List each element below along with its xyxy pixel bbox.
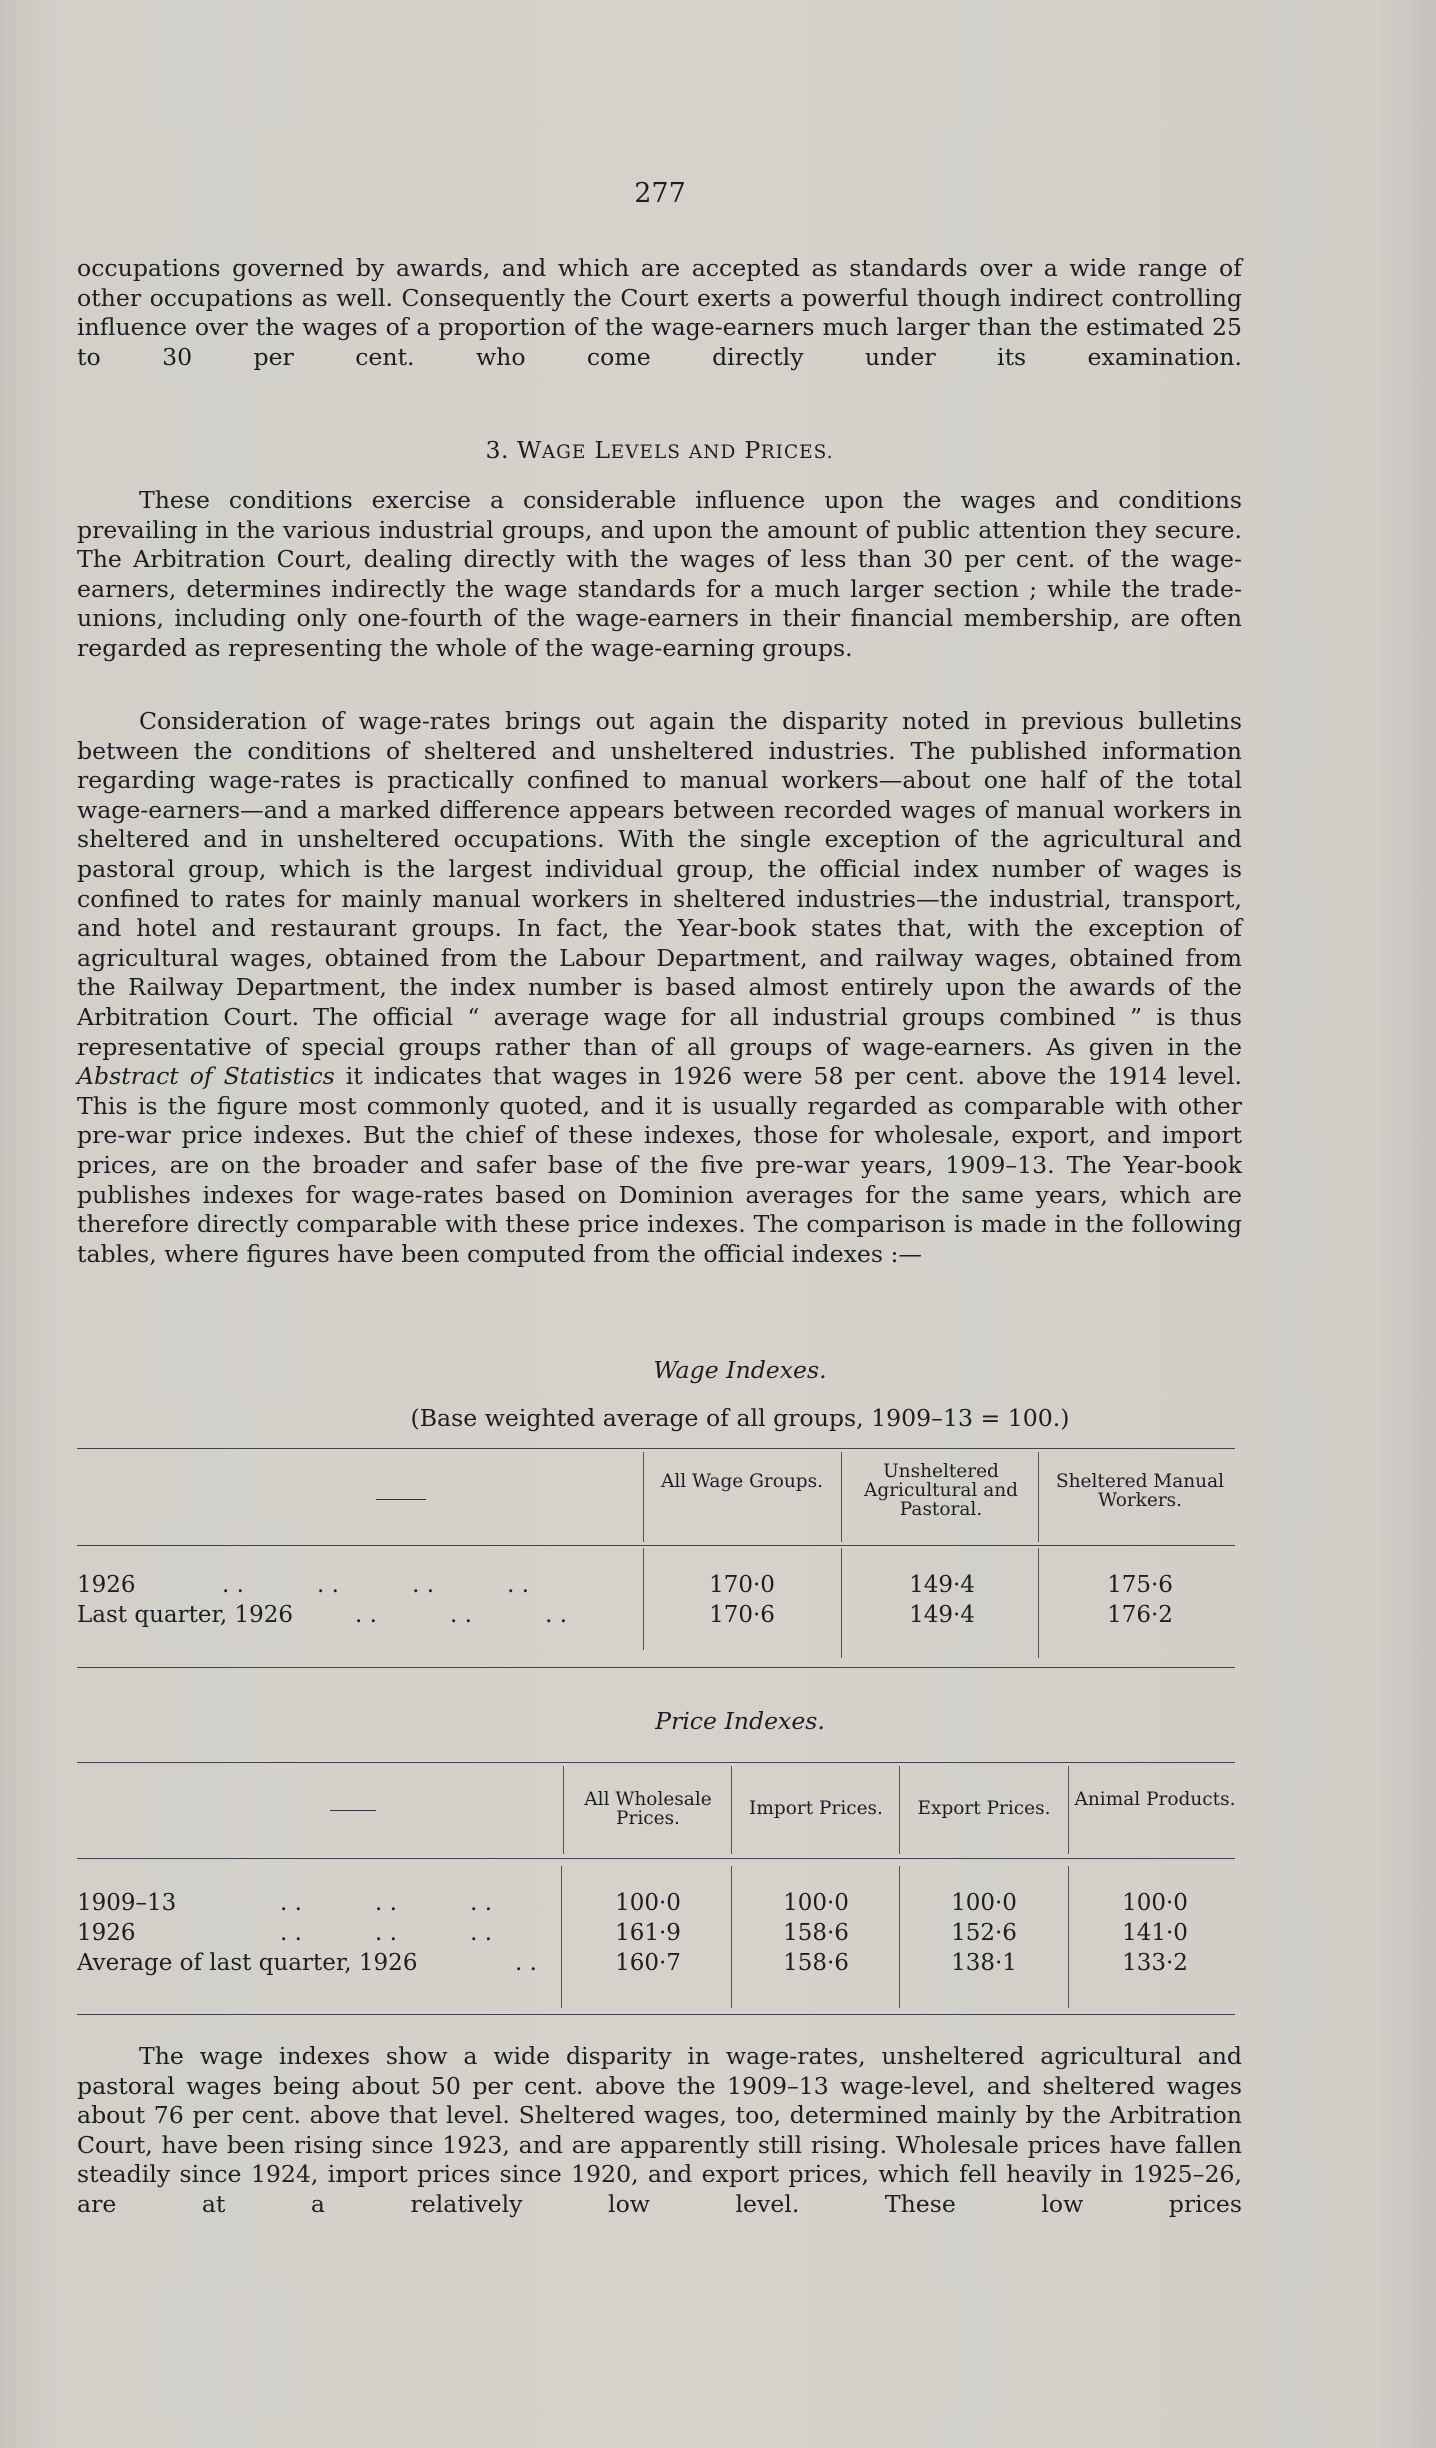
paragraph-wage-rates: Consideration of wage-rates brings out again the disparity noted in previous bulletins between the conditions of sheltered and unsheltered industries. The published information regarding wage-rates is practically confined to manual workers—about one half of the total wage-earners—and a marked difference appears between recorded wages of manual workers in sheltered and in unsheltered occupations. With the single exception of the agricultural and pastoral group, which is the largest individual group, the official index number of wages is confined to rates for mainly manual workers in sheltered industries—the industrial, transport, and hotel and restaurant groups. In fact, the Year-book states that, with the exception of agricultural wages, obtained from the Labour Department, and railway wages, obtained from the Railway Department, the index number is based almost entirely upon the awards of the Arbitration Court. The official “ average wage for all industrial groups combined ” is thus representative of special groups rather than of all groups of wage-earners. As given in the Abstract of Statistics it indicates that wages in 1926 were 58 per cent. above the 1914 level. This is the figure most commonly quoted, and it is usually regarded as comparable with other pre-war price indexes. But the chief of these indexes, those for wholesale, export, and import prices, are on the broader and safer base of the five pre-war years, 1909–13. The Year-book publishes indexes for wage-rates based on Dominion averages for the same years, which are therefore directly comparable with these price indexes. The comparison is made in the following tables, where figures have been computed from the official indexes :—: [77, 707, 1242, 1268]
header-all-wholesale-prices: All Wholesale Prices.: [584, 1789, 712, 1829]
wage-table-base-note: (Base weighted average of all groups, 1909–13 = 100.): [410, 1404, 1070, 1432]
paragraph-continued: occupations governed by awards, and which are accepted as standards over a wide range of other occupations as well. Consequently the Court exerts a powerful though indirect controlling influence over the wages of a proportion of the wage-earners much larger than the estimated 25 to 30 per cent. who come directly under its examination.: [77, 254, 1242, 371]
wage-table-top-rule: [77, 1448, 1235, 1449]
price-table-bottom-rule: [77, 2014, 1235, 2015]
section-heading: 3. WAGE LEVELS AND PRICES.: [485, 436, 834, 464]
price-stub-header: [330, 1810, 376, 1811]
paragraph-wage-indexes: The wage indexes show a wide disparity in wage-rates, unsheltered agricultural and pastoral wages being about 50 per cent. above the 1909–13 wage-level, and sheltered wages about 76 per cent. above that level. Sheltered wages, too, determined mainly by the Arbitration Court, have been rising since 1923, and are apparently still rising. Wholesale prices have fallen steadily since 1924, import prices since 1920, and export prices, which fell heavily in 1925–26, are at a relatively low level. These low prices: [77, 2042, 1242, 2218]
price-table-caption: Price Indexes.: [655, 1707, 825, 1735]
wage-stub-header: [376, 1499, 426, 1500]
abstract-of-statistics-title: Abstract of Statistics: [77, 1062, 335, 1091]
price-table-top-rule: [77, 1762, 1235, 1763]
paragraph-conditions: These conditions exercise a considerable influence upon the wages and conditions prevailing in the various industrial groups, and upon the amount of public attention they secure. The Arbitration Court, dealing directly with the wages of less than 30 per cent. of the wage-earners, determines indirectly the wage standards for a much larger section ; while the trade-unions, including only one-fourth of the wage-earners in their financial membership, are often regarded as representing the whole of the wage-earning groups.: [77, 486, 1242, 662]
header-all-wage-groups: All Wage Groups.: [660, 1471, 824, 1492]
document-page: 277 occupations governed by awards, and which are accepted as standards over a wide range of other occupations as well. Consequently the Court exerts a powerful though indirect controlling influence over the wages of a proportion of the wage-earners much larger than the estimated 25 to 30 per cent. who come directly under its examination. 3. WAGE LEVELS AND PRICES. These conditions exercise a considerable influence upon the wages and conditions prevailing in the various industrial groups, and upon the amount of public attention they secure. The Arbitration Court, dealing directly with the wages of less than 30 per cent. of the wage-earners, determines indirectly the wage standards for a much larger section ; while the trade-unions, including only one-fourth of the wage-earners in their financial membership, are often regarded as representing the whole of the wage-earning groups. Consideration of wage-rates brings out again the disparity noted in previous bulletins between the conditions of sheltered and unsheltered industries. The published information regarding wage-rates is practically confined to manual workers—about one half of the total wage-earners—and a marked difference appears between recorded wages of manual workers in sheltered and in unsheltered occupations. With the single exception of the agricultural and pastoral group, which is the largest individual group, the official index number of wages is confined to rates for mainly manual workers in sheltered industries—the industrial, transport, and hotel and restaurant groups. In fact, the Year-book states that, with the exception of agricultural wages, obtained from the Labour Department, and railway wages, obtained from the Railway Department, the index number is based almost entirely upon the awards of the Arbitration Court. The official “ average wage for all industrial groups combined ” is thus representative of special groups rather than of all groups of wage-earners. As given in the Abstract of Statistics it indicates that wages in 1926 were 58 per cent. above the 1914 level. This is the figure most commonly quoted, and it is usually regarded as comparable with other pre-war price indexes. But the chief of these indexes, those for wholesale, export, and import prices, are on the broader and safer base of the five pre-war years, 1909–13. The Year-book publishes indexes for wage-rates based on Dominion averages for the same years, which are therefore directly comparable with these price indexes. The comparison is made in the following tables, where figures have been computed from the official indexes :— Wage Indexes. (Base weighted average of all groups, 1909–13 = 100.) All Wage Groups. Unsheltered Agricultural and Pastoral. Sheltered Manual Workers. 1926 . . . . . . . . 170·0 149·4 175·6 Last quarter, 1926 . . . . . . 170·6 149·4 176·2 Price Indexes. All Wholesale Prices. Import Prices. Export Prices. Animal Products. 1909–13 . . . . . . 100·0 100·0 100·0 100·0 1926 . . . . . . 161·9 158·6 152·6 141·0 Average of last quarter, 1926 . . 160·7 158·6 138·1 133·2 The wage indexes show a wide disparity in wage-rates, unsheltered agricultural and pastoral wages being about 50 per cent. above the 1909–13 wage-level, and sheltered wages about 76 per cent. above that level. Sheltered wages, too, determined mainly by the Arbitration Court, have been rising since 1923, and are apparently still rising. Wholesale prices have fallen steadily since 1924, import prices since 1920, and export prices, which fell heavily in 1925–26, are at a relatively low level. These low prices: [0, 0, 1436, 2448]
page-number: 277: [634, 178, 686, 209]
header-import-prices: Import Prices.: [749, 1798, 883, 1819]
price-table-header-rule: [77, 1858, 1235, 1859]
header-sheltered-manual: Sheltered Manual Workers.: [1055, 1471, 1225, 1511]
wage-table-bottom-rule: [77, 1667, 1235, 1668]
section-number: 3.: [485, 436, 509, 464]
header-unsheltered-agricultural: Unsheltered Agricultural and Pastoral.: [864, 1461, 1018, 1520]
header-export-prices: Export Prices.: [917, 1798, 1051, 1819]
header-animal-products: Animal Products.: [1074, 1789, 1236, 1810]
wage-table-caption: Wage Indexes.: [653, 1356, 827, 1384]
wage-table-header-rule: [77, 1545, 1235, 1546]
